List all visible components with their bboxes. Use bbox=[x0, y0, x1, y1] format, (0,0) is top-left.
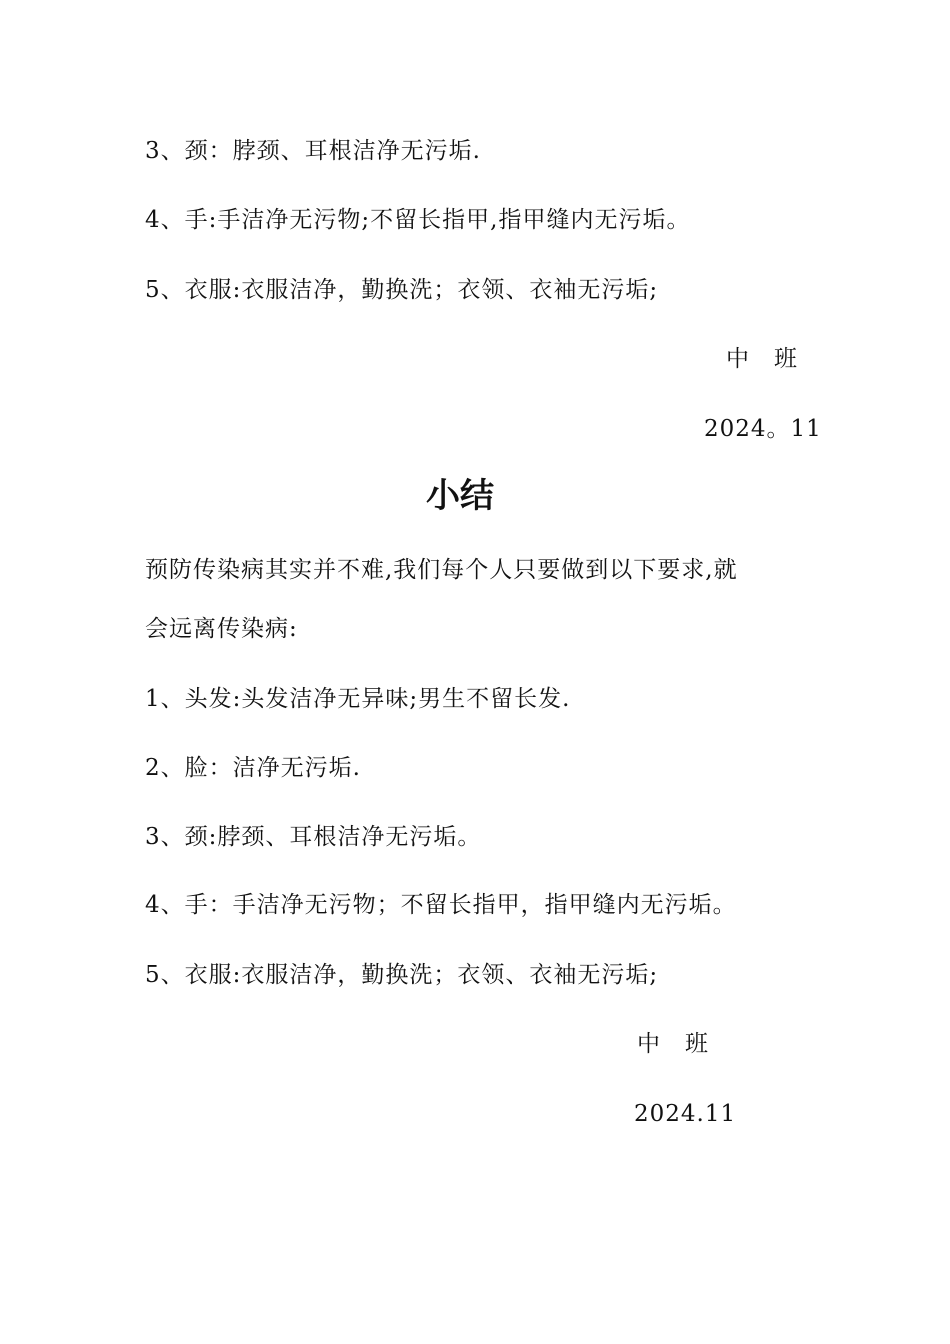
list-item: 1、头发:头发洁净无异味;男生不留长发. bbox=[145, 686, 571, 712]
page-title: 小结 bbox=[426, 476, 494, 516]
list-item: 2、脸：洁净无污垢. bbox=[145, 755, 361, 781]
date: 2024。11 bbox=[704, 416, 822, 442]
list-item: 4、手:手洁净无污物;不留长指甲,指甲缝内无污垢。 bbox=[145, 207, 691, 233]
list-item: 4、手：手洁净无污物；不留长指甲，指甲缝内无污垢。 bbox=[145, 892, 737, 918]
intro-paragraph-line: 预防传染病其实并不难,我们每个人只要做到以下要求,就 bbox=[145, 557, 738, 583]
list-item: 5、衣服:衣服洁净，勤换洗；衣领、衣袖无污垢; bbox=[145, 962, 659, 988]
signature: 中 班 bbox=[637, 1031, 709, 1057]
signature: 中 班 bbox=[726, 346, 798, 372]
intro-paragraph-line: 会远离传染病: bbox=[145, 616, 298, 642]
list-item: 5、衣服:衣服洁净，勤换洗；衣领、衣袖无污垢; bbox=[145, 277, 659, 303]
date: 2024.11 bbox=[634, 1101, 737, 1127]
list-item: 3、颈:脖颈、耳根洁净无污垢。 bbox=[145, 824, 482, 850]
list-item: 3、颈：脖颈、耳根洁净无污垢. bbox=[145, 138, 481, 164]
